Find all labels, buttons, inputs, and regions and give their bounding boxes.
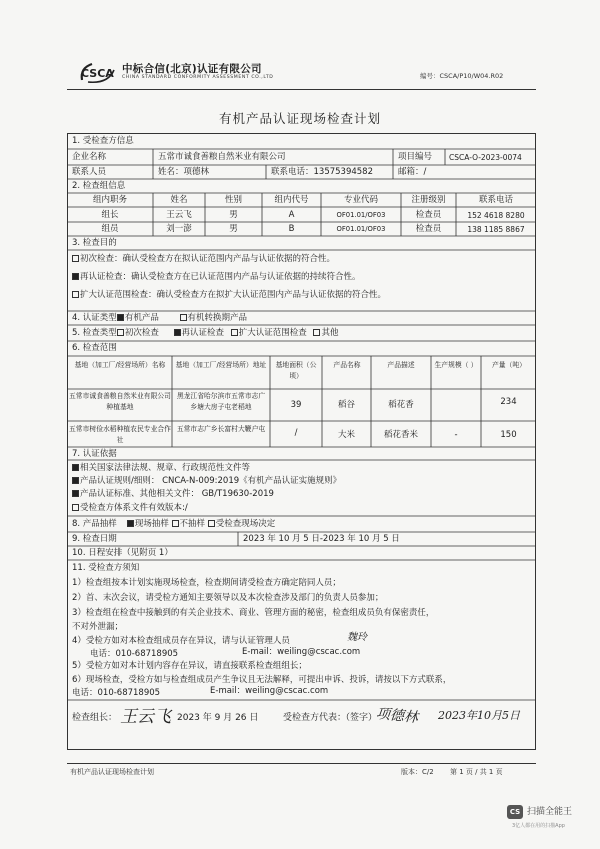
notice-line: 5）受检方如对本计划内容存在异议，请直接联系检查组组长； [72, 661, 307, 671]
handwritten-name: 魏玲 [347, 632, 367, 643]
checkbox-checked[interactable] [72, 273, 79, 280]
team-row-level: 检查员 [415, 224, 442, 234]
project-label: 项目编号 [398, 152, 433, 162]
scope-row-scale: - [454, 430, 458, 440]
team-row-name: 王云飞 [166, 210, 192, 220]
camscanner-logo-icon: CS [507, 805, 523, 819]
scope-row-desc: 稻花香 [388, 400, 414, 410]
rep-signature: 项德林 [375, 705, 419, 727]
notice-line: 2）首、末次会议，请受检方通知主要领导以及本次检查涉及部门的负责人员参加； [72, 593, 384, 603]
section3-heading: 3. 检查目的 [72, 238, 117, 248]
scanner-tagline: 3亿人都在用的扫描App [512, 823, 565, 829]
footer-doc-name: 有机产品认证现场检查计划 [70, 768, 154, 776]
leader-signature: 王云飞 [120, 707, 171, 727]
team-row-level: 检查员 [415, 210, 442, 220]
team-header-code: 组内代号 [274, 195, 309, 205]
checkbox-checked[interactable] [72, 490, 79, 497]
scope-row-desc: 稻花香米 [383, 430, 418, 440]
notice-line: 4）受检方如对本检查组成员存在异议，请与认证管理人员 [72, 636, 290, 646]
rep-label: 受检查方代表： [283, 713, 347, 723]
purpose-initial: 初次检查：确认受检查方在拟认证范围内产品与认证依据的符合性。 [72, 254, 335, 265]
checkbox-checked[interactable] [72, 477, 79, 484]
checkbox[interactable] [117, 329, 124, 336]
scope-row-site: 五常市树俭水稻种植农民专业合作社 [69, 425, 171, 444]
leader-date: 2023 年 9 月 26 日 [177, 713, 259, 723]
checkbox[interactable] [72, 255, 79, 262]
notice-phone: 电话：010-68718905 [72, 688, 161, 698]
sampling-row: 8. 产品抽样 现场抽样 不抽样 受检查现场决定 [72, 519, 276, 529]
checkbox[interactable] [72, 291, 79, 298]
project-value: CSCA-O-2023-0074 [449, 153, 522, 162]
purpose-expand: 扩大认证范围检查：确认受检查方在拟扩大认证范围内产品与认证依据的符合性。 [72, 290, 386, 301]
section6-heading: 6. 检查范围 [72, 343, 117, 353]
team-row-role: 组员 [101, 224, 119, 234]
team-row-gender: 男 [229, 224, 238, 234]
cert-type-row: 4. 认证类型 有机产品 有机转换期产品 [72, 313, 248, 323]
team-header-phone: 联系电话 [478, 195, 513, 205]
team-row-code: A [288, 210, 295, 220]
rep-note: （签字） [341, 713, 378, 723]
purpose-recert: 再认证检查：确认受检查方在已认证范围内产品与认证依据的持续符合性。 [72, 272, 361, 283]
scope-row-site: 五常市诚食善粮自然米业有限公司种植基地 [69, 392, 171, 411]
notice-email: E-mail：weiling@cscac.com [210, 686, 329, 696]
team-row-major: OF01.01/OF03 [336, 225, 386, 233]
checkbox[interactable] [208, 520, 215, 527]
checkbox-checked[interactable] [127, 520, 134, 527]
team-row-name: 刘一澎 [166, 224, 192, 234]
team-row-major: OF01.01/OF03 [336, 211, 386, 219]
doc-number: 编号：CSCA/P10/W04.R02 [420, 72, 504, 80]
scope-row-product: 大米 [337, 430, 355, 440]
scope-header-desc: 产品描述 [387, 361, 415, 369]
team-row-gender: 男 [229, 210, 238, 220]
scope-header-scale: 生产规模（ ） [434, 361, 478, 369]
scope-row-output: 150 [500, 430, 517, 440]
schedule-label: 10. 日程安排（见附页 1） [72, 548, 173, 558]
team-header-role: 组内职务 [92, 195, 127, 205]
company-label: 企业名称 [72, 152, 107, 162]
contact-phone: 联系电话：13575394582 [271, 167, 373, 177]
section11-heading: 11. 受检查方须知 [72, 563, 140, 573]
team-row-code: B [288, 224, 295, 234]
scope-row-address: 五常市志广乡长富村大鞭户屯 [176, 425, 266, 433]
section7-heading: 7. 认证依据 [72, 449, 117, 459]
team-row-phone: 138 1185 8867 [467, 225, 525, 234]
basis-item: 产品认证标准、其他相关文件： GB/T19630-2019 [72, 489, 274, 500]
scope-row-address: 黑龙江省哈尔滨市五常市志广乡塘大房子屯老稻地 [176, 392, 266, 411]
notice-line: 1）检查组按本计划实施现场检查，检查期间请受检查方确定陪同人员； [72, 578, 341, 588]
footer-rule [67, 763, 536, 764]
org-name-en: CHINA STANDARD CONFORMITY ASSESSMENT CO.,LTD [122, 75, 274, 80]
logo-mark: CSCA [81, 67, 114, 80]
org-name-cn: 中标合信(北京)认证有限公司 [122, 63, 262, 75]
contact-name: 姓名：项德林 [158, 167, 210, 177]
basis-item: 相关国家法律法规、规章、行政规范性文件等 [72, 463, 250, 474]
basis-item: 产品认证规则/细则： CNCA-N-009:2019《有机产品认证实施规则》 [72, 476, 341, 487]
checkbox-checked[interactable] [117, 314, 124, 321]
contact-label: 联系人员 [72, 167, 107, 177]
checkbox[interactable] [180, 314, 187, 321]
scope-header-address: 基地（加工厂/经营场所）地址 [175, 361, 267, 369]
section2-heading: 2. 检查组信息 [72, 181, 126, 191]
inspection-type-row: 5. 检查类型 初次检查 再认证检查 扩大认证范围检查 其他 [72, 328, 339, 338]
notice-phone: 电话：010-68718905 [90, 649, 179, 659]
footer-version: 版本：C/2 [401, 768, 434, 776]
notice-line: 不对外泄漏； [72, 622, 124, 632]
scope-row-output: 234 [500, 397, 517, 407]
footer-page: 第 1 页 / 共 1 页 [450, 768, 503, 776]
checkbox-checked[interactable] [72, 464, 79, 471]
checkbox[interactable] [72, 504, 79, 511]
checkbox[interactable] [231, 329, 238, 336]
notice-line: 3）检查组在检查中接触到的有关企业技术、商业、管理方面的秘密，检查组成员负有保密责任， [72, 608, 435, 618]
leader-label: 检查组长： [72, 713, 118, 723]
team-row-role: 组长 [101, 210, 119, 220]
scanner-brand: 扫描全能王 [527, 807, 573, 817]
scope-row-product: 稻谷 [337, 400, 355, 410]
team-header-level: 注册级别 [411, 195, 446, 205]
basis-item: 受检查方体系文件有效版本:/ [72, 503, 188, 514]
notice-line: 6）现场检查，受检方如与检查组成员产生争议且无法解释，可提出申诉、投诉，请按以下方式联系， [72, 675, 452, 685]
checkbox[interactable] [172, 520, 179, 527]
checkbox[interactable] [313, 329, 320, 336]
section1-heading: 1. 受检查方信息 [72, 136, 134, 146]
checkbox-checked[interactable] [174, 329, 181, 336]
team-row-phone: 152 4618 8280 [467, 211, 525, 220]
scope-header-output: 产量（吨） [492, 361, 526, 369]
team-header-name: 姓名 [170, 195, 188, 205]
notice-email: E-mail：weiling@cscac.com [242, 647, 361, 657]
scope-header-area: 基地面积（公顷） [275, 361, 317, 380]
contact-email: 邮箱：/ [398, 167, 427, 177]
page-title: 有机产品认证现场检查计划 [218, 111, 381, 126]
team-header-major: 专业代码 [343, 195, 378, 205]
date-value: 2023 年 10 月 5 日-2023 年 10 月 5 日 [243, 534, 400, 544]
scope-row-area: / [294, 428, 298, 438]
team-header-gender: 性别 [224, 195, 242, 205]
scope-row-area: 39 [290, 400, 302, 410]
company-value: 五常市诚食善粮自然米业有限公司 [158, 152, 286, 162]
scope-header-site: 基地（加工厂/经营场所）名称 [74, 361, 166, 369]
scope-header-product: 产品名称 [333, 361, 361, 369]
date-label: 9. 检查日期 [72, 534, 117, 544]
rep-date: 2023年10月5日 [438, 709, 520, 722]
